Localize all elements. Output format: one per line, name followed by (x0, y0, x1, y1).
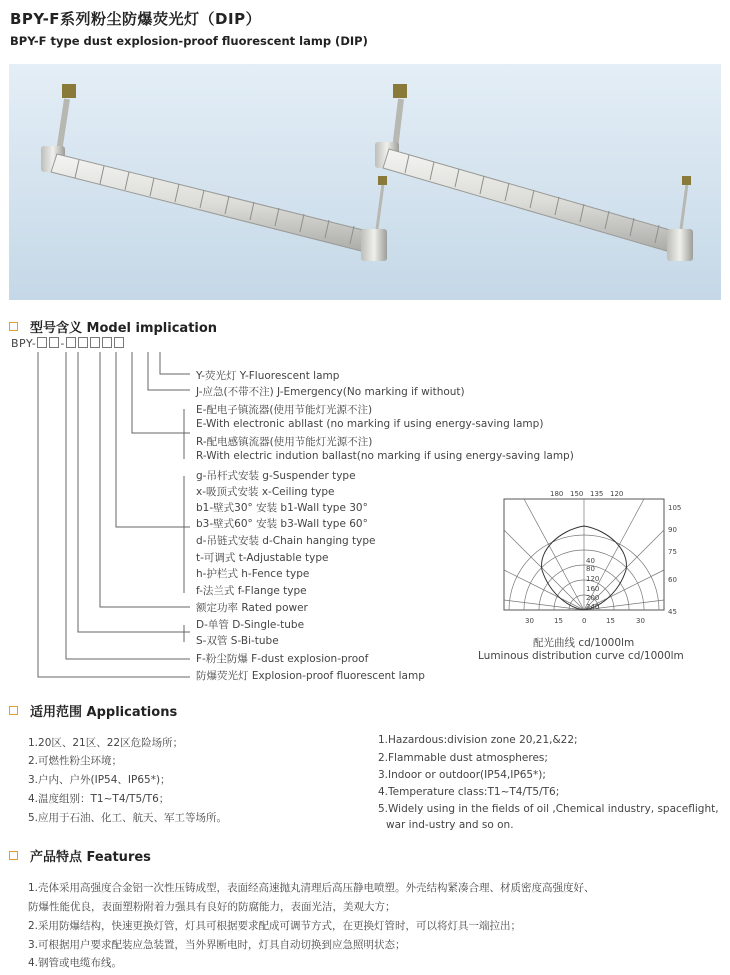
polar-distribution-chart (490, 490, 710, 630)
page-title: BPY-F系列粉尘防爆荧光灯（DIP） (10, 10, 262, 28)
section-heading-features: 产品特点 Features (9, 846, 151, 865)
legend-item: x-吸顶式安装 x-Ceiling type (196, 486, 335, 498)
application-en-item: 5.Widely using in the fields of oil ,Chemical industry, spaceflight, (378, 803, 719, 815)
angle-label: 30 (525, 617, 534, 625)
page-subtitle: BPY-F type dust explosion-proof fluorescent lamp (DIP) (10, 34, 368, 48)
radial-label: 160 (586, 585, 600, 593)
legend-item: 防爆荧光灯 Explosion-proof fluorescent lamp (196, 670, 425, 682)
legend-item: b3-壁式60° 安装 b3-Wall type 60° (196, 518, 368, 530)
angle-label: 30 (636, 617, 645, 625)
feature-line: 1.壳体采用高强度合金铝一次性压铸成型，表面经高速抛丸清理后高压静电喷塑。外壳结构紧凑合理、材质密度高强度好、 (28, 882, 595, 894)
radial-label: 80 (586, 565, 595, 573)
legend-item: R-With electric indution ballast(no marking if using energy-saving lamp) (196, 450, 574, 462)
angle-label: 150 (570, 490, 584, 498)
legend-item: D-单管 D-Single-tube (196, 619, 305, 631)
feature-line: 4.钢管或电缆布线。 (28, 957, 123, 969)
application-en-item: 2.Flammable dust atmospheres; (378, 752, 548, 764)
legend-item: S-双管 S-Bi-tube (196, 635, 279, 647)
legend-item: t-可调式 t-Adjustable type (196, 552, 329, 564)
legend-item: d-吊链式安装 d-Chain hanging type (196, 535, 376, 547)
feature-line: 2.采用防爆结构，快速更换灯管，灯具可根据要求配成可调节方式，在更换灯管时，可以将灯具一端拉出； (28, 920, 522, 932)
application-cn-item: 1.20区、21区、22区危险场所； (28, 737, 184, 749)
chart-caption-en: Luminous distribution curve cd/1000lm (478, 650, 684, 662)
angle-label: 15 (606, 617, 615, 625)
application-en-item: war ind-ustry and so on. (386, 819, 514, 831)
angle-label: 0 (582, 617, 587, 625)
angle-label: 120 (610, 490, 624, 498)
legend-item: Y-荧光灯 Y-Fluorescent lamp (196, 370, 340, 382)
legend-item: E-配电子镇流器(使用节能灯光源不注) (196, 404, 373, 416)
legend-item: J-应急(不带不注) J-Emergency(No marking if without) (196, 386, 465, 398)
angle-label: 135 (590, 490, 604, 498)
angle-label: 45 (668, 608, 677, 616)
radial-label: 40 (586, 557, 595, 565)
legend-item: E-With electronic abllast (no marking if using energy-saving lamp) (196, 418, 544, 430)
application-cn-item: 3.户内、户外(IP54、IP65*)； (28, 774, 171, 786)
model-code: BPY- - (11, 337, 125, 350)
radial-label: 240 (586, 603, 600, 611)
angle-label: 15 (554, 617, 563, 625)
bullet-square-icon (9, 851, 18, 860)
feature-line: 3.可根据用户要求配装应急装置，当外界断电时，灯具自动切换到应急照明状态； (28, 939, 406, 951)
application-cn-item: 2.可燃性粉尘环境； (28, 755, 123, 767)
section-heading-applications: 适用范围 Applications (9, 701, 177, 720)
angle-label: 90 (668, 526, 677, 534)
bullet-square-icon (9, 706, 18, 715)
legend-item: F-粉尘防爆 F-dust explosion-proof (196, 653, 369, 665)
legend-item: h-护栏式 h-Fence type (196, 568, 310, 580)
radial-label: 200 (586, 594, 600, 602)
legend-item: R-配电感镇流器(使用节能灯光源不注) (196, 436, 373, 448)
radial-label: 120 (586, 575, 600, 583)
application-cn-item: 4.温度组别：T1~T4/T5/T6； (28, 793, 170, 805)
application-cn-item: 5.应用于石油、化工、航天、军工等场所。 (28, 812, 228, 824)
application-en-item: 3.Indoor or outdoor(IP54,IP65*); (378, 769, 546, 781)
legend-item: b1-壁式30° 安装 b1-Wall type 30° (196, 502, 368, 514)
angle-label: 75 (668, 548, 677, 556)
feature-line: 防爆性能优良，表面塑粉附着力强具有良好的防腐能力，表面光洁，美观大方； (28, 901, 396, 913)
legend-item: 额定功率 Rated power (196, 602, 308, 614)
angle-label: 60 (668, 576, 677, 584)
angle-label: 180 (550, 490, 564, 498)
angle-label: 105 (668, 504, 682, 512)
legend-item: g-吊杆式安装 g-Suspender type (196, 470, 356, 482)
chart-caption-cn: 配光曲线 cd/1000lm (533, 637, 635, 649)
application-en-item: 4.Temperature class:T1~T4/T5/T6; (378, 786, 560, 798)
application-en-item: 1.Hazardous:division zone 20,21,&22; (378, 734, 578, 746)
legend-item: f-法兰式 f-Flange type (196, 585, 307, 597)
section-heading-model: 型号含义 Model implication (9, 317, 217, 336)
